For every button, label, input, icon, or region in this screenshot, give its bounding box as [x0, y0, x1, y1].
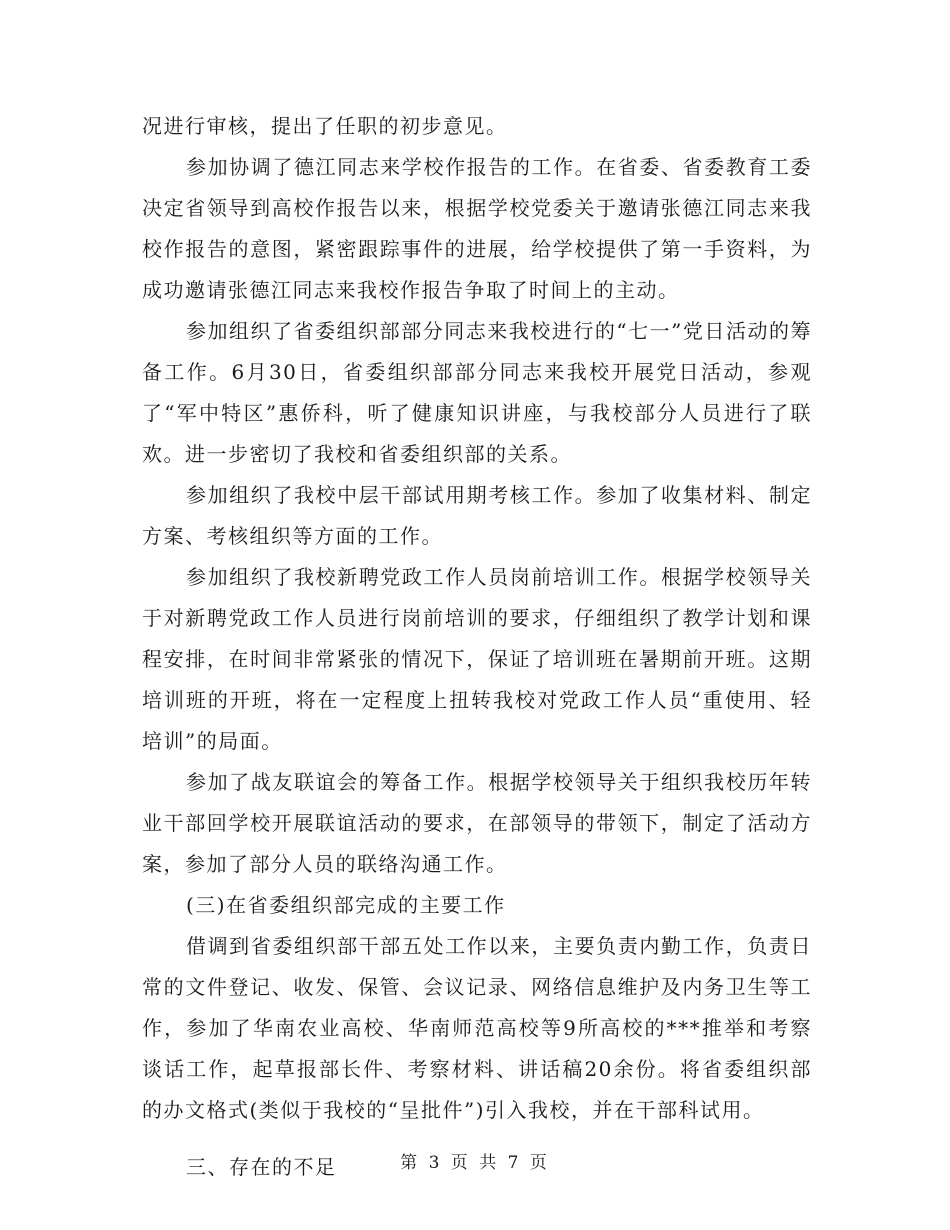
paragraph-comrades-reunion: 参加了战友联谊会的筹备工作。根据学校领导关于组织我校历年转业干部回学校开展联谊活动的要求，在部领导的带领下，制定了活动方案，参加了部分人员的联络沟通工作。: [142, 770, 812, 876]
section-heading-shortcomings: 三、存在的不足: [186, 1155, 337, 1179]
paragraph-pre-job-training: 参加组织了我校新聘党政工作人员岗前培训工作。根据学校领导关于对新聘党政工作人员进行岗前培训的要求，仔细组织了教学计划和课程安排，在时间非常紧张的情况下，保证了培训班在暑期前开班。这期培训班的开班，将在一定程度上扭转我校对党政工作人员“重使用、轻培训”的局面。: [142, 565, 812, 753]
paragraph-probation-assessment: 参加组织了我校中层干部试用期考核工作。参加了收集材料、制定方案、考核组织等方面的工作。: [142, 483, 812, 548]
paragraph-secondment-work: 借调到省委组织部干部五处工作以来，主要负责内勤工作，负责日常的文件登记、收发、保管、会议记录、网络信息维护及内务卫生等工作，参加了华南农业高校、华南师范高校等9所高校的***推举和考察谈话工作，起草报部长件、考察材料、讲话稿20余份。将省委组织部的办文格式(类似于我校的“呈批件”)引入我校，并在干部科试用。: [142, 934, 812, 1122]
paragraph-party-day-activity: 参加组织了省委组织部部分同志来我校进行的“七一”党日活动的筹备工作。6月30日，省委组织部部分同志来我校开展党日活动，参观了“军中特区”惠侨科，听了健康知识讲座，与我校部分人员进行了联欢。进一步密切了我校和省委组织部的关系。: [142, 319, 812, 466]
page-number-footer: 第 3 页 共 7 页: [400, 1153, 550, 1173]
paragraph-report-coordination: 参加协调了德江同志来学校作报告的工作。在省委、省委教育工委决定省领导到高校作报告以来，根据学校党委关于邀请张德江同志来我校作报告的意图，紧密跟踪事件的进展，给学校提供了第一手资料，为成功邀请张德江同志来我校作报告争取了时间上的主动。: [142, 155, 812, 302]
section-heading-provincial-work: (三)在省委组织部完成的主要工作: [186, 893, 506, 917]
paragraph-continuation: 况进行审核，提出了任职的初步意见。: [142, 114, 508, 138]
document-body: [142, 106, 812, 1188]
